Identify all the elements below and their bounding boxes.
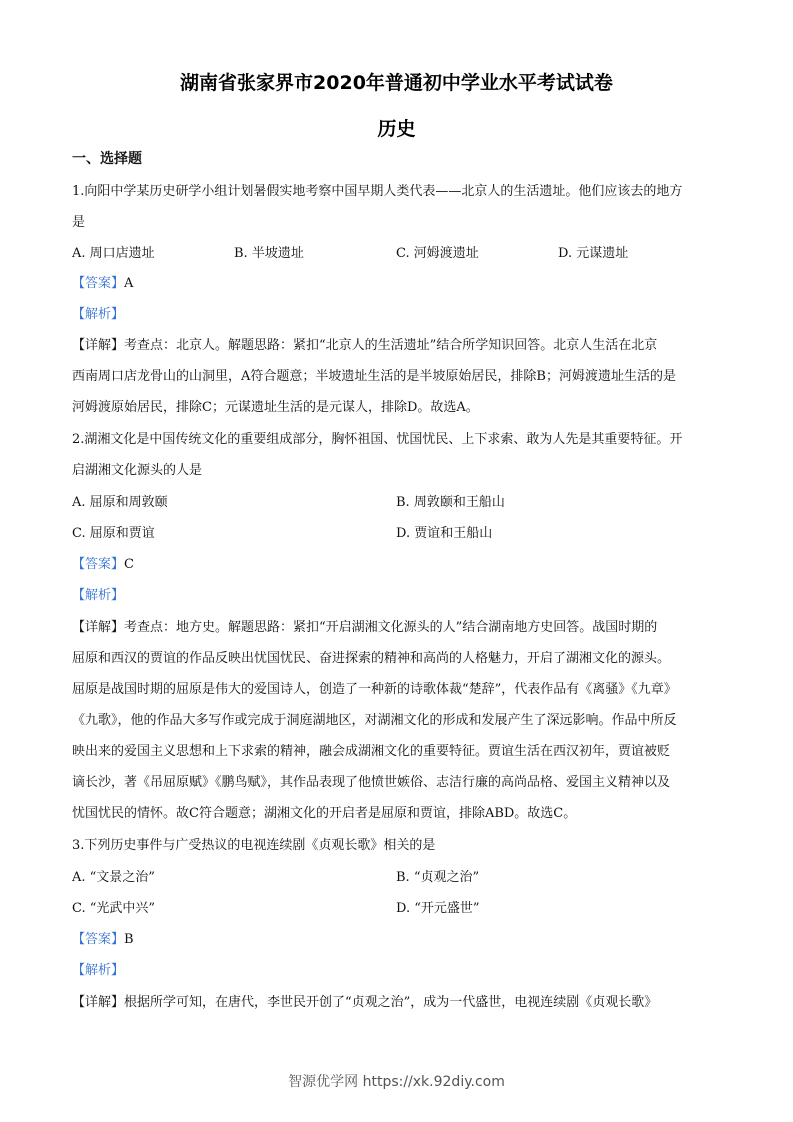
q1-option-a: A. 周口店遗址	[72, 246, 155, 261]
q2-detail-line-5: 映出来的爱国主义思想和上下求索的精神，融会成湖湘文化的重要特征。贾谊生活在西汉初年，贾谊被贬	[72, 744, 671, 759]
q1-stem-line-2: 是	[72, 215, 86, 230]
q1-detail-line-2: 西南周口店龙骨山的山洞里，A符合题意；半坡遗址生活的是半坡原始居民，排除B；河姆渡遗址生活的是	[72, 369, 676, 384]
q3-option-d: D. “开元盛世”	[396, 901, 480, 916]
q3-option-c: C. “光武中兴”	[72, 901, 156, 916]
q2-detail-line-3: 屈原是战国时期的屈原是伟大的爱国诗人，创造了一种新的诗歌体裁“楚辞”，代表作品有《离骚》《九章》	[72, 682, 677, 697]
answer-tag: 【答案】	[72, 557, 125, 572]
q2-stem-line-2: 启湖湘文化源头的人是	[72, 463, 203, 478]
answer-value: B	[124, 932, 134, 947]
document-subtitle: 历史	[377, 118, 416, 140]
page-footer-watermark: 智源优学网 https://xk.92diy.com	[288, 1074, 505, 1090]
q3-analysis	[72, 962, 722, 980]
answer-value: C	[124, 557, 134, 572]
q2-answer	[72, 556, 722, 574]
answer-tag: 【答案】	[72, 932, 125, 947]
detail-text: 考查点：地方史。解题思路：紧扣“开启湖湘文化源头的人”结合湖南地方史回答。战国时期的	[124, 620, 658, 635]
q1-analysis	[72, 306, 722, 324]
detail-text: 根据所学可知，在唐代，李世民开创了“贞观之治”，成为一代盛世，电视连续剧《贞观长歌》	[124, 995, 658, 1010]
detail-text: 考查点：北京人。解题思路：紧扣“北京人的生活遗址”结合所学知识回答。北京人生活在北京	[124, 338, 658, 353]
q2-stem-line-1: 2.湖湘文化是中国传统文化的重要组成部分，胸怀祖国、忧国忧民、上下求索、敢为人先是其重要特征。开	[72, 432, 683, 447]
q2-detail-line-4: 《九歌》，他的作品大多写作或完成于洞庭湖地区，对湖湘文化的形成和发展产生了深远影响。作品中所反	[72, 713, 677, 728]
q2-detail-line-7: 忧国忧民的情怀。故C符合题意；湖湘文化的开启者是屈原和贾谊，排除ABD。故选C。	[72, 806, 577, 821]
analysis-tag: 【解析】	[72, 963, 125, 978]
q2-option-b: B. 周敦颐和王船山	[396, 495, 505, 510]
q2-option-a: A. 屈原和周敦颐	[72, 495, 168, 510]
q2-option-d: D. 贾谊和王船山	[396, 526, 493, 541]
q1-detail-line-3: 河姆渡原始居民，排除C；元谋遗址生活的是元谋人，排除D。故选A。	[72, 400, 479, 415]
document-title: 湖南省张家界市2020年普通初中学业水平考试试卷	[180, 72, 613, 94]
q3-detail-line-1	[72, 994, 722, 1012]
q3-option-a: A. “文景之治”	[72, 870, 155, 885]
detail-tag: 【详解】	[72, 338, 125, 353]
q3-option-b: B. “贞观之治”	[396, 870, 480, 885]
q1-option-c: C. 河姆渡遗址	[396, 246, 479, 261]
q2-option-c: C. 屈原和贾谊	[72, 526, 155, 541]
section-heading: 一、选择题	[72, 151, 142, 167]
q1-option-d: D. 元谋遗址	[558, 246, 629, 261]
q1-answer	[72, 275, 722, 293]
q3-answer	[72, 931, 722, 949]
q1-stem-line-1: 1.向阳中学某历史研学小组计划暑假实地考察中国早期人类代表——北京人的生活遗址。他们应该去的地方	[72, 184, 683, 199]
q3-stem-line-1: 3.下列历史事件与广受热议的电视连续剧《贞观长歌》相关的是	[72, 838, 436, 853]
analysis-tag: 【解析】	[72, 588, 125, 603]
detail-tag: 【详解】	[72, 620, 125, 635]
q2-analysis	[72, 587, 722, 605]
detail-tag: 【详解】	[72, 995, 125, 1010]
q1-detail-line-1	[72, 337, 722, 355]
q2-detail-line-1	[72, 619, 722, 637]
answer-value: A	[124, 276, 134, 291]
q1-option-b: B. 半坡遗址	[234, 246, 304, 261]
q2-detail-line-2: 屈原和西汉的贾谊的作品反映出忧国忧民、奋进探索的精神和高尚的人格魅力，开启了湖湘文化的源头。	[72, 651, 671, 666]
answer-tag: 【答案】	[72, 276, 125, 291]
q2-detail-line-6: 谪长沙，著《吊屈原赋》《鹏鸟赋》，其作品表现了他愤世嫉俗、志洁行廉的高尚品格、爱国主义精神以及	[72, 775, 671, 790]
analysis-tag: 【解析】	[72, 307, 125, 322]
